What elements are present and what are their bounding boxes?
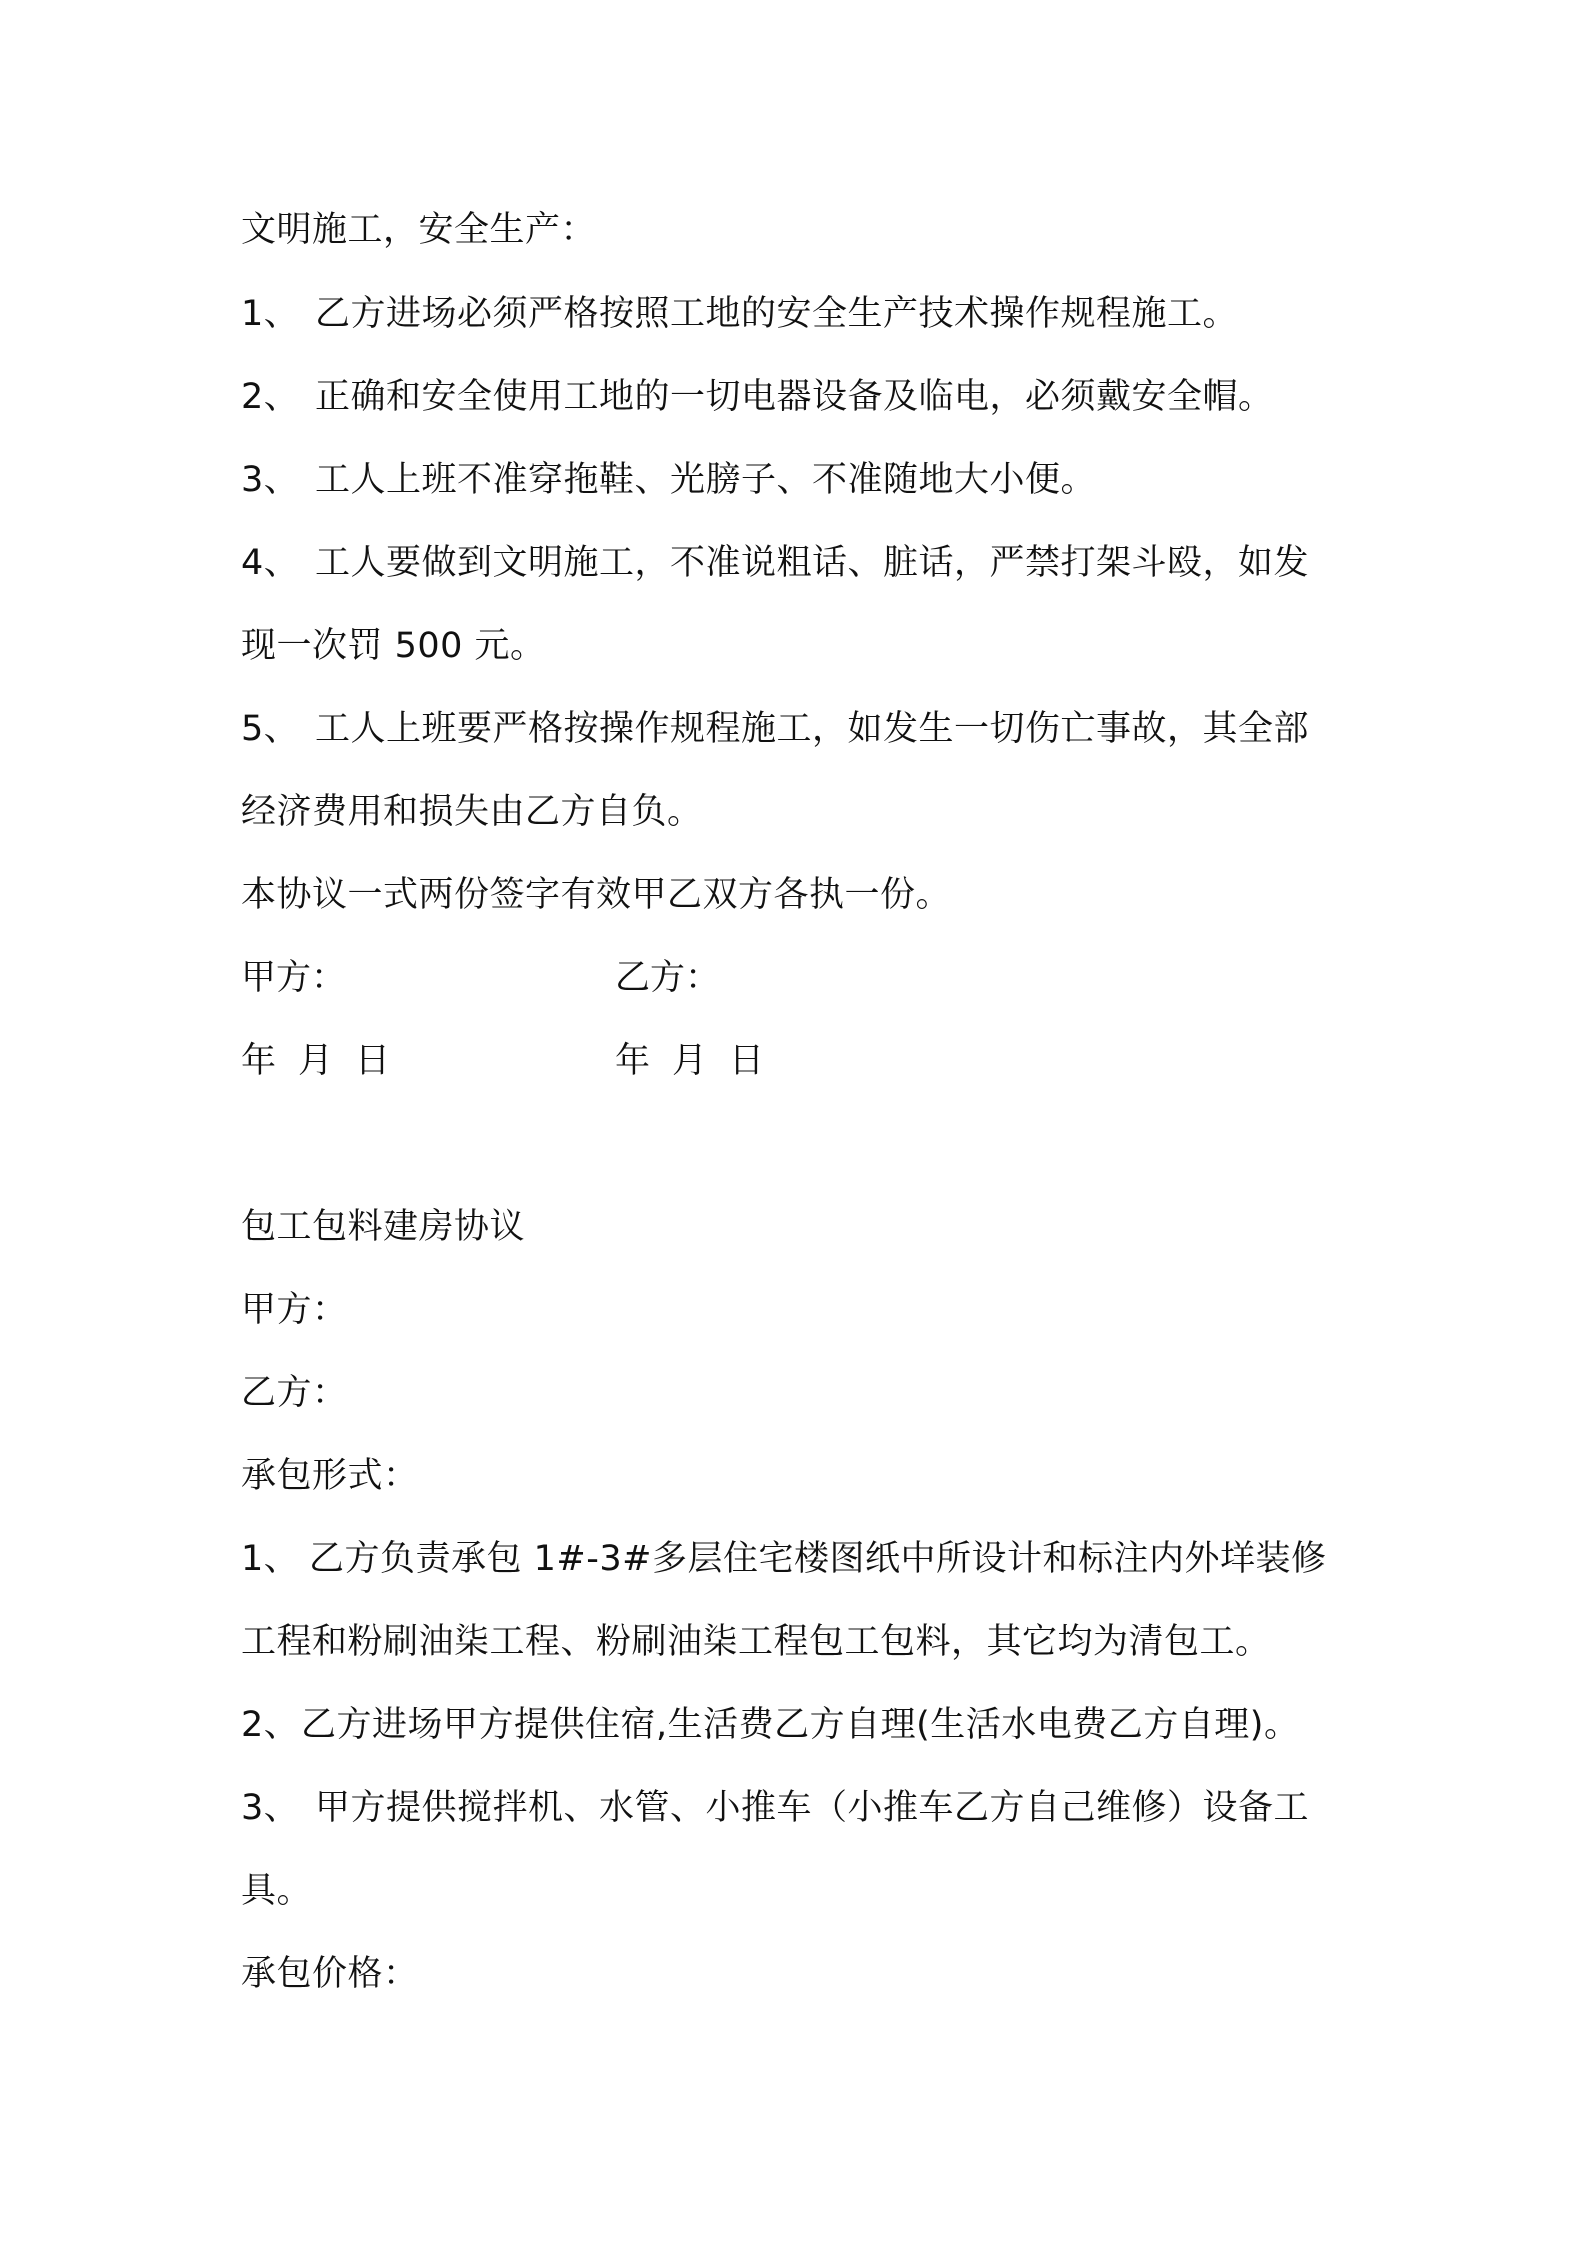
section1-item-3 [241, 455, 1096, 505]
item-text: 工人上班不准穿拖鞋、光膀子、不准随地大小便。 [315, 460, 1097, 500]
party-b-label: 乙方： [615, 958, 721, 998]
item-text: 正确和安全使用工地的一切电器设备及临电，必须戴安全帽。 [315, 377, 1274, 417]
section2-item-3-continued: 具。 [241, 1871, 313, 1911]
section1-item-4 [241, 538, 1309, 588]
section2-item-3 [241, 1783, 1309, 1833]
item-text: 乙方负责承包 1#-3#多层住宅楼图纸中所设计和标注内外垟装修 [309, 1539, 1327, 1579]
section1-item-2 [241, 372, 1274, 422]
item-number: 3、 [241, 460, 300, 500]
section2-item-1 [241, 1534, 1326, 1584]
section1-item-4-continued: 现一次罚 500 元。 [241, 626, 546, 666]
item-text: 乙方进场必须严格按照工地的安全生产技术操作规程施工。 [315, 294, 1239, 334]
date-day: 日 [355, 1041, 391, 1081]
date-day: 日 [729, 1041, 765, 1081]
date-year: 年 [241, 1041, 277, 1081]
closing-statement: 本协议一式两份签字有效甲乙双方各执一份。 [241, 875, 952, 915]
party-b-line: 乙方： [241, 1373, 348, 1413]
item-text: 工人要做到文明施工，不准说粗话、脏话，严禁打架斗殴，如发 [315, 543, 1310, 583]
item-text: 工人上班要严格按操作规程施工，如发生一切伤亡事故，其全部 [315, 709, 1310, 749]
agreement-title: 包工包料建房协议 [241, 1207, 526, 1247]
section1-item-1 [241, 289, 1238, 339]
item-number: 4、 [241, 543, 300, 583]
section1-item-5-continued: 经济费用和损失由乙方自负。 [241, 792, 703, 832]
item-number: 1、 [241, 1539, 300, 1579]
item-number: 1、 [241, 294, 300, 334]
date-row-party-b [615, 1036, 764, 1086]
section1-heading: 文明施工，安全生产： [241, 210, 597, 250]
date-month: 月 [672, 1041, 708, 1081]
section2-item-1-continued: 工程和粉刷油柒工程、粉刷油柒工程包工包料，其它均为清包工。 [241, 1622, 1271, 1662]
item-text: 乙方进场甲方提供住宿,生活费乙方自理(生活水电费乙方自理)。 [301, 1705, 1300, 1745]
date-row [241, 1036, 765, 1086]
item-number: 2、 [241, 1705, 300, 1745]
party-a-label: 甲方： [241, 958, 347, 998]
party-a-line: 甲方： [241, 1290, 348, 1330]
signature-row [241, 953, 721, 1003]
item-text: 甲方提供搅拌机、水管、小推车（小推车乙方自己维修）设备工 [315, 1788, 1310, 1828]
contract-price-heading: 承包价格： [241, 1954, 419, 1994]
section1-item-5 [241, 704, 1309, 754]
item-number: 2、 [241, 377, 300, 417]
contract-form-heading: 承包形式： [241, 1456, 419, 1496]
date-year: 年 [615, 1041, 651, 1081]
item-number: 3、 [241, 1788, 300, 1828]
date-month: 月 [298, 1041, 334, 1081]
section2-item-2 [241, 1700, 1299, 1750]
item-number: 5、 [241, 709, 300, 749]
